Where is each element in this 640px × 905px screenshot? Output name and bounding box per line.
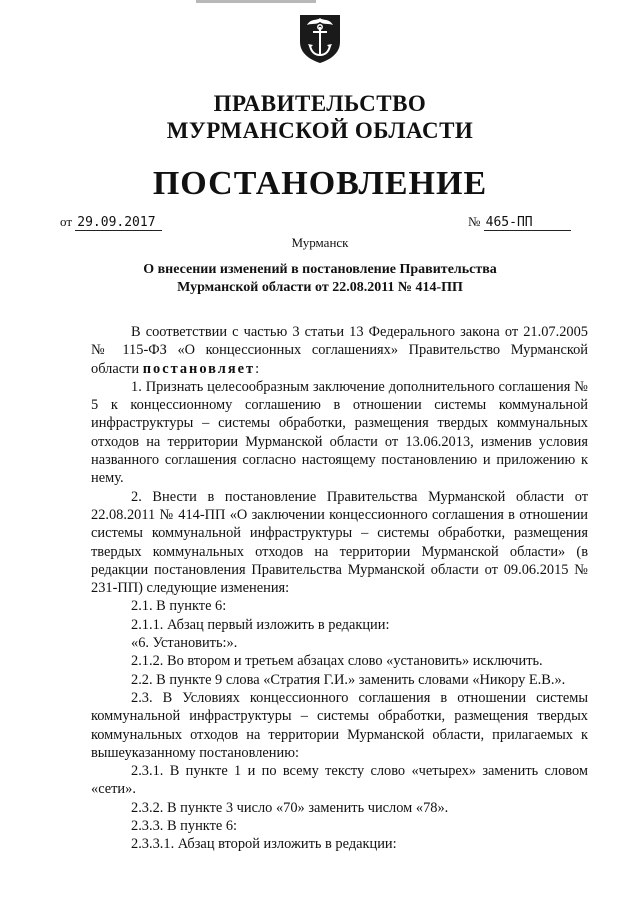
paragraph-2-1-1: 2.1.1. Абзац первый изложить в редакции: bbox=[131, 616, 390, 633]
decree-word: постановляет bbox=[142, 360, 256, 377]
preamble-paragraph bbox=[91, 323, 588, 378]
subject-line2: Мурманской области от 22.08.2011 № 414-ПП bbox=[177, 280, 463, 295]
government-title-line2: МУРМАНСКОЙ ОБЛАСТИ bbox=[166, 118, 474, 143]
paragraph-2-3-3: 2.3.3. В пункте 6: bbox=[131, 818, 238, 835]
document-body bbox=[91, 323, 588, 854]
preamble-end: : bbox=[255, 360, 260, 377]
paragraph-2-1-2: 2.1.2. Во втором и третьем абзацах слово «установить» исключить. bbox=[131, 653, 543, 670]
number-value: 465-ПП bbox=[484, 215, 571, 231]
document-number bbox=[468, 214, 571, 230]
paragraph-2-1-1-quote: «6. Установить:». bbox=[131, 635, 238, 652]
murmansk-coat-of-arms-icon bbox=[297, 12, 343, 64]
number-prefix: № bbox=[468, 214, 481, 229]
date-value: 29.09.2017 bbox=[75, 215, 161, 231]
paragraph-1: 1. Признать целесообразным заключение дополнительного соглашения № 5 к концессионному соглашению в отношении системы коммунальной инфраструктуры – системы обработки, размещения твердых коммунальных отходов на территории Мурманской области от 13.06.2013, изменив условия названного соглашения согласно настоящему постановлению и приложению к нему. bbox=[91, 378, 588, 487]
paragraph-2-3-1: 2.3.1. В пункте 1 и по всему тексту слово «четырех» заменить словом «сети». bbox=[91, 763, 588, 798]
paragraph-2-3: 2.3. В Условиях концессионного соглашения в отношении системы коммунальной инфраструктуры – системы обработки, размещения твердых коммунальных отходов на территории Мурманской области, прилагаемых к вышеуказанному постановлению: bbox=[91, 689, 588, 761]
paragraph-2-3-3-1: 2.3.3.1. Абзац второй изложить в редакции: bbox=[131, 836, 397, 853]
scan-edge-mark bbox=[196, 0, 316, 3]
paragraph-2-1: 2.1. В пункте 6: bbox=[131, 598, 227, 615]
paragraph-2-2: 2.2. В пункте 9 слова «Стратия Г.И.» заменить словами «Никору Е.В.». bbox=[131, 671, 566, 688]
document-date bbox=[60, 214, 162, 230]
paragraph-2: 2. Внести в постановление Правительства Мурманской области от 22.08.2011 № 414-ПП «О заключении концессионного соглашения в отношении системы коммунальной инфраструктуры – системы обработки, размещения твердых коммунальных отходов на территории Мурманской области» (в редакции постановления Правительства Мурманской области от 09.06.2015 № 231-ПП) следующие изменения: bbox=[91, 488, 588, 597]
date-prefix: от bbox=[60, 214, 73, 229]
government-title-line1: ПРАВИТЕЛЬСТВО bbox=[213, 91, 427, 116]
preamble-text: В соответствии с частью 3 статьи 13 Федерального закона от 21.07.2005 № 115-ФЗ «О концессионных соглашениях» Правительство Мурманской области bbox=[91, 324, 588, 377]
document-city: Мурманск bbox=[291, 235, 349, 250]
paragraph-2-3-2: 2.3.2. В пункте 3 число «70» заменить числом «78». bbox=[131, 799, 449, 816]
subject-line1: О внесении изменений в постановление Правительства bbox=[143, 262, 497, 277]
document-type-title: ПОСТАНОВЛЕНИЕ bbox=[152, 165, 488, 202]
